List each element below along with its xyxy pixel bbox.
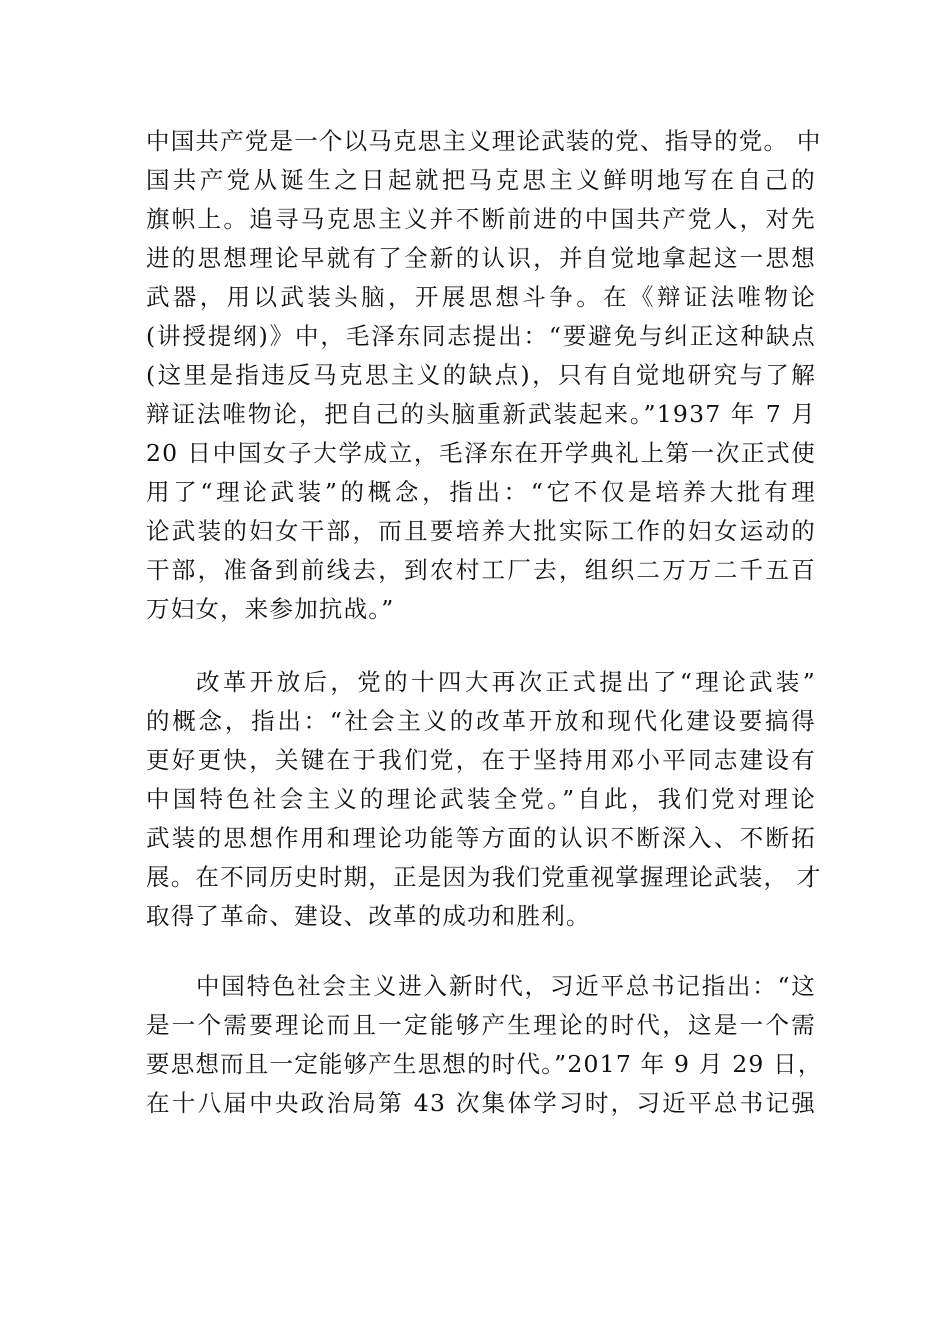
text-line: 干部，准备到前线去，到农村工厂去，组织二万万二千五百	[146, 556, 816, 584]
text-line: 改革开放后，党的十四大再次正式提出了“理论武装”	[196, 668, 816, 696]
text-line: 进的思想理论早就有了全新的认识，并自觉地拿起这一思想	[146, 244, 816, 272]
document-body	[146, 122, 823, 1123]
text-line: (讲授提纲)》中，毛泽东同志提出：“要避免与纠正这种缺点	[146, 322, 816, 350]
paragraph-spacer	[146, 936, 816, 967]
text-line: 展。在不同历史时期，正是因为我们党重视掌握理论武装， 才	[146, 863, 822, 891]
text-line: 更好更快，关键在于我们党，在于坚持用邓小平同志建设有	[146, 746, 816, 774]
paragraph-1	[146, 122, 822, 629]
text-line: 是一个需要理论而且一定能够产生理论的时代，这是一个需	[146, 1011, 816, 1039]
paragraph-3	[146, 967, 823, 1123]
text-line: 中国共产党是一个以马克思主义理论武装的党、指导的党。 中	[146, 127, 822, 155]
text-line: (这里是指违反马克思主义的缺点)，只有自觉地研究与了解	[146, 361, 816, 389]
text-line: 中国特色社会主义进入新时代，习近平总书记指出：“这	[196, 972, 816, 1000]
text-line: 论武装的妇女干部，而且要培养大批实际工作的妇女运动的	[146, 517, 816, 545]
text-line: 武装的思想作用和理论功能等方面的认识不断深入、不断拓	[146, 824, 816, 852]
text-line: 20 日中国女子大学成立，毛泽东在开学典礼上第一次正式使	[146, 439, 816, 467]
text-line: 的概念，指出：“社会主义的改革开放和现代化建设要搞得	[146, 707, 816, 735]
text-line: 旗帜上。追寻马克思主义并不断前进的中国共产党人，对先	[146, 205, 816, 233]
text-line: 国共产党从诞生之日起就把马克思主义鲜明地写在自己的	[146, 166, 816, 194]
text-line: 取得了革命、建设、改革的成功和胜利。	[146, 902, 591, 930]
text-line: 武器，用以武装头脑，开展思想斗争。在《辩证法唯物论	[146, 283, 816, 311]
text-line: 用了“理论武装”的概念，指出：“它不仅是培养大批有理	[146, 478, 816, 506]
paragraph-2	[146, 663, 822, 936]
paragraph-spacer	[146, 629, 816, 663]
text-line: 中国特色社会主义的理论武装全党。”自此，我们党对理论	[146, 785, 816, 813]
text-line: 辩证法唯物论，把自己的头脑重新武装起来。”1937 年 7 月	[146, 400, 816, 428]
text-line: 在十八届中央政治局第 43 次集体学习时，习近平总书记强	[146, 1089, 816, 1117]
text-line: 要思想而且一定能够产生思想的时代。”2017 年 9 月 29 日，	[146, 1050, 823, 1078]
text-line: 万妇女，来参加抗战。”	[146, 595, 395, 623]
